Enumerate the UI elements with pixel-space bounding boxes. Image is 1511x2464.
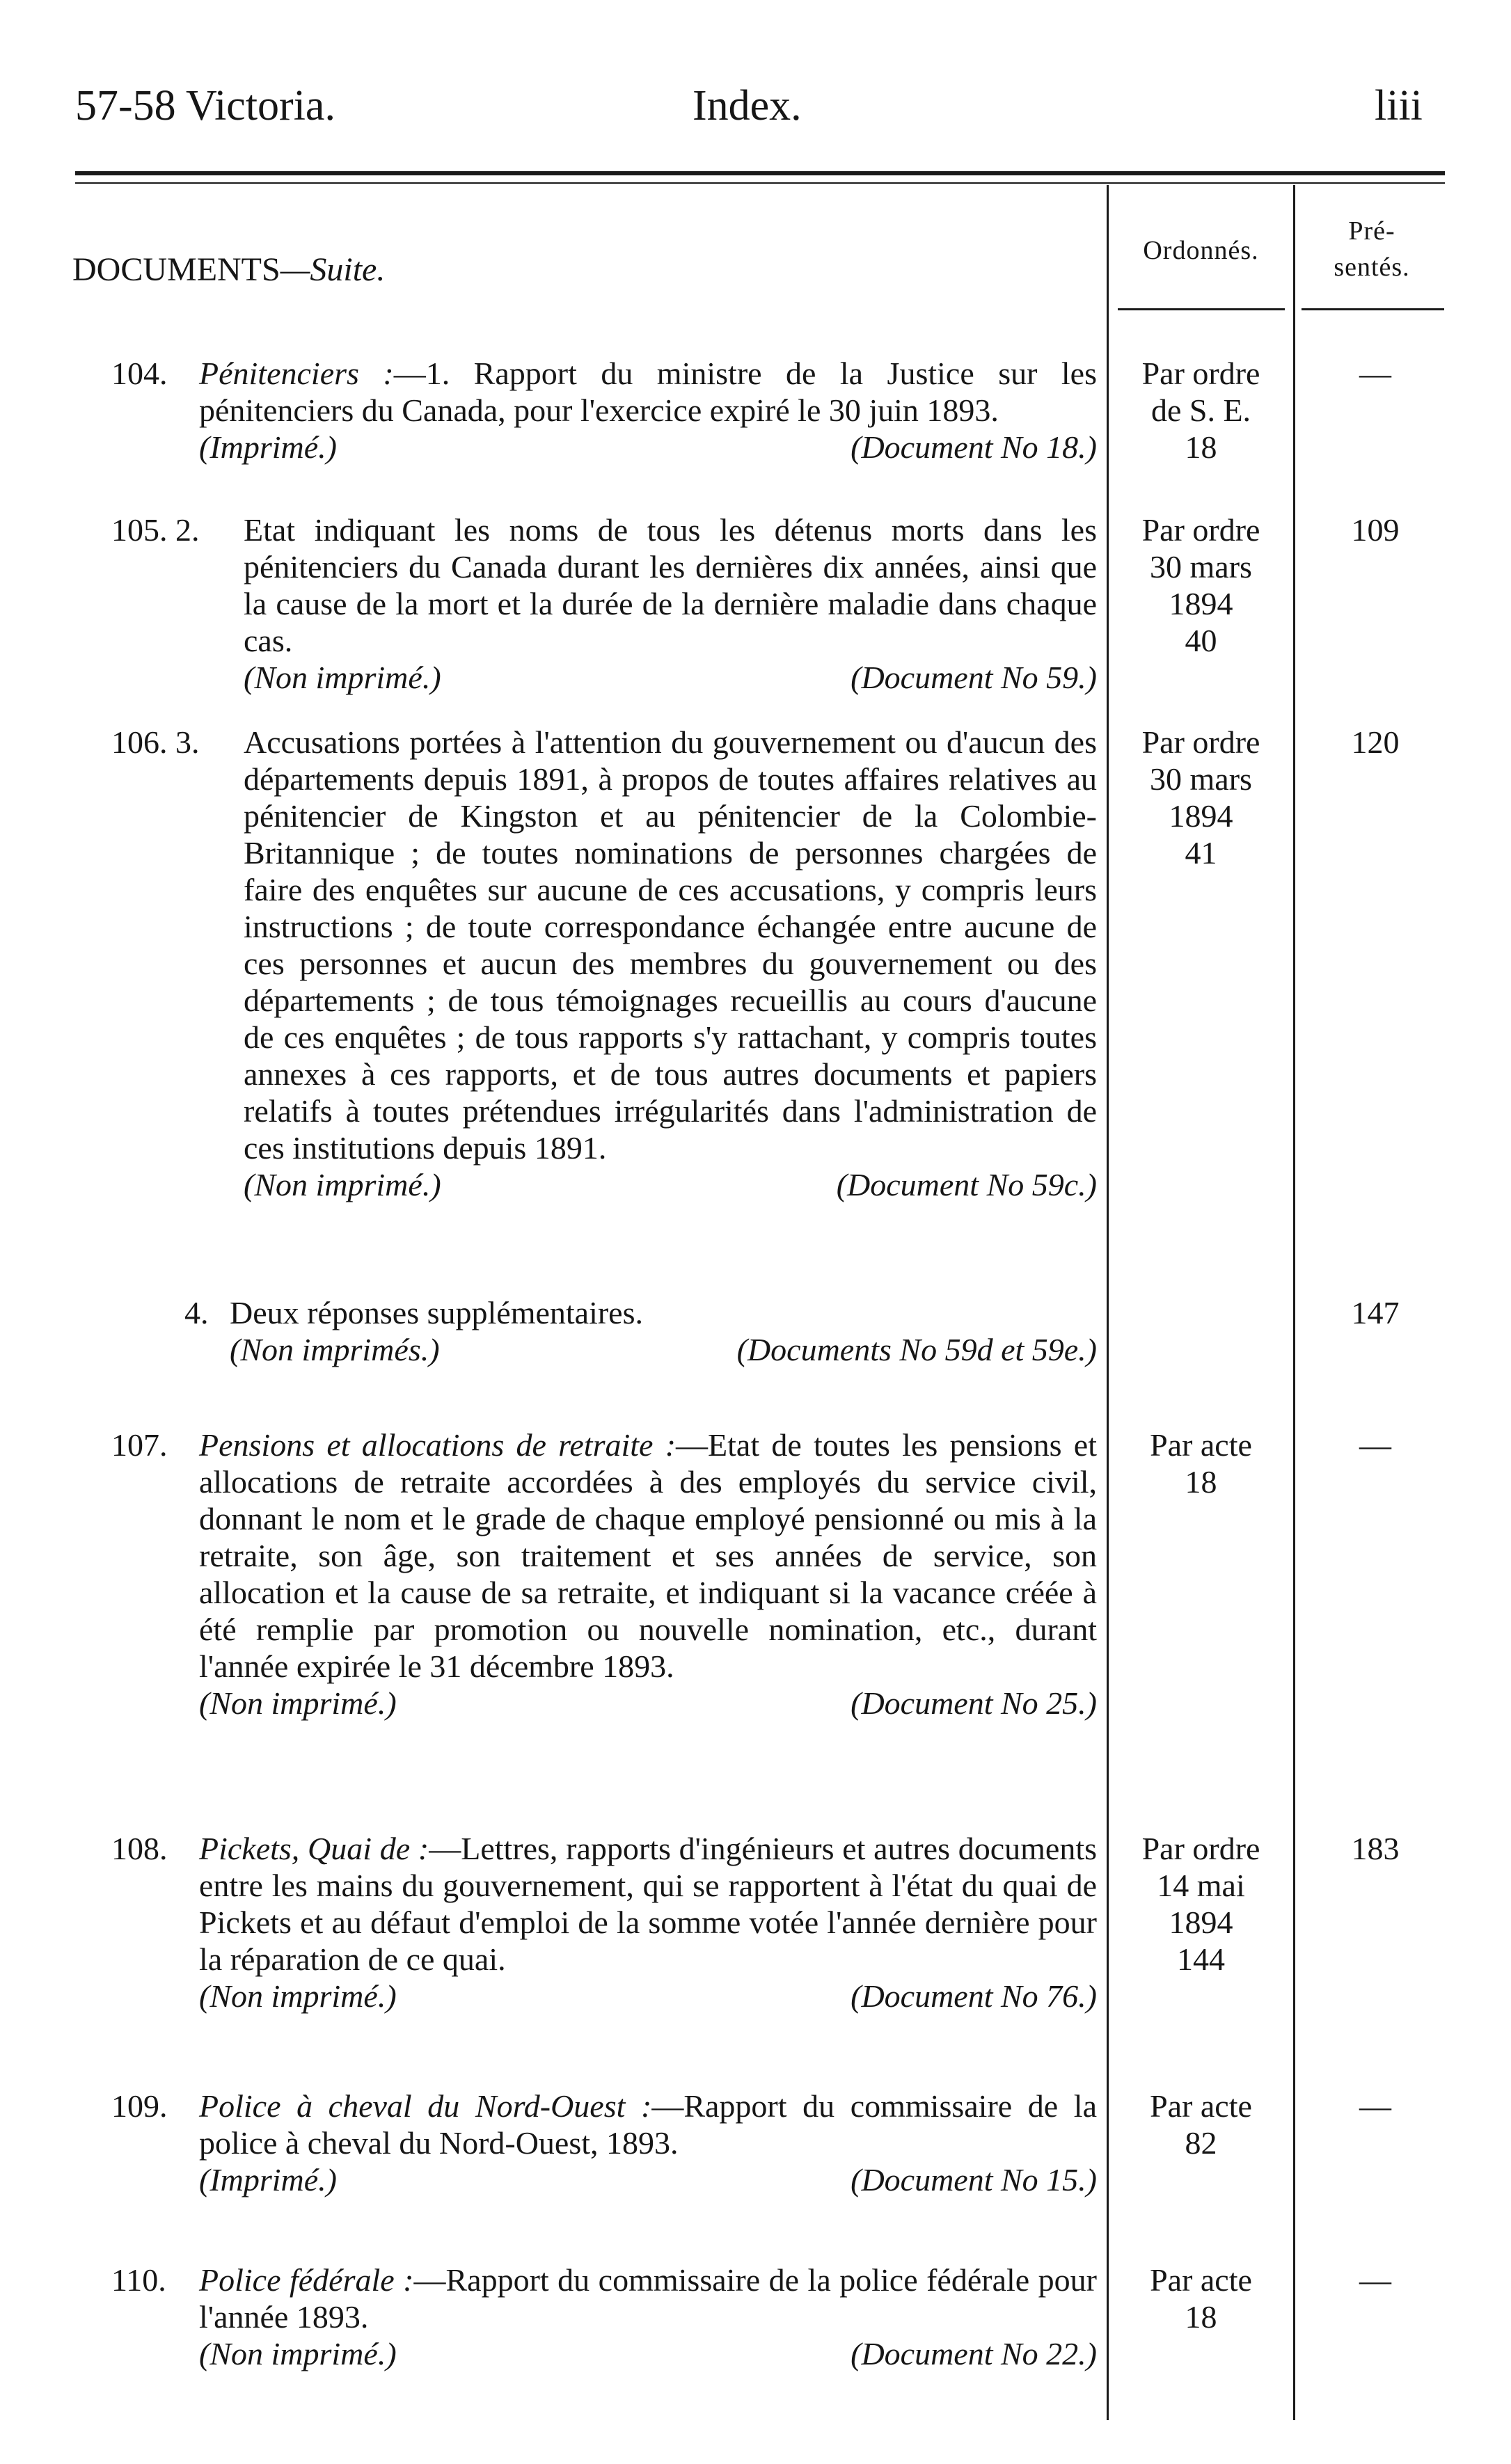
entry-status: (Non imprimé.) <box>199 2336 397 2371</box>
entry-number: 4. <box>184 1295 209 1330</box>
entry-number: 107. <box>111 1427 168 1463</box>
entry-description <box>199 355 1097 466</box>
entry-reference <box>199 1978 1097 2014</box>
ordonnes-line: Par acte <box>1150 2262 1252 2298</box>
entry-description <box>199 2088 1097 2198</box>
running-header-center: Index. <box>693 82 802 129</box>
header-rule-thin <box>75 182 1445 184</box>
entry-text: —1. Rapport du ministre de la Justice sur les pénitenciers du Canada, pour l'exercice expiré le 30 juin 1893. <box>199 356 1097 428</box>
entry-presentes: 147 <box>1351 1295 1400 1330</box>
entry-number: 106. 3. <box>111 724 200 760</box>
entry-description <box>230 1294 1097 1368</box>
ordonnes-line: de S. E. <box>1150 392 1251 428</box>
entry-description <box>199 1830 1097 2014</box>
entry-reference <box>199 1685 1097 1722</box>
entry-ordonnes <box>1109 724 1293 871</box>
ordonnes-line: 18 <box>1185 429 1217 465</box>
entry-heading: Pénitenciers : <box>199 356 394 391</box>
entry-reference <box>199 2161 1097 2198</box>
ordonnes-line: 14 mai <box>1157 1868 1245 1903</box>
entry-document-ref: (Documents No 59d et 59e.) <box>736 1332 1097 1367</box>
ordonnes-line: Par acte <box>1150 2088 1252 2124</box>
entry-presentes: — <box>1359 1427 1391 1463</box>
page-number: liii <box>1375 82 1423 129</box>
ordonnes-line: 40 <box>1185 623 1217 658</box>
entry-number: 109. <box>111 2088 168 2124</box>
entry-document-ref: (Document No 59c.) <box>836 1167 1097 1202</box>
entry-presentes: 109 <box>1351 512 1400 548</box>
ordonnes-line: 18 <box>1185 1464 1217 1500</box>
entry-reference <box>244 1166 1097 1203</box>
ordonnes-line: Par acte <box>1150 1427 1252 1463</box>
ordonnes-line: Par ordre <box>1141 724 1260 760</box>
entry-ordonnes <box>1109 2262 1293 2335</box>
column-header-underline <box>1302 308 1444 310</box>
entry-document-ref: (Document No 15.) <box>851 2162 1097 2197</box>
entry-heading: Police à cheval du Nord-Ouest : <box>199 2088 652 2124</box>
entry-number: 105. 2. <box>111 512 200 548</box>
entry-status: (Imprimé.) <box>199 429 337 465</box>
ordonnes-line: 82 <box>1185 2125 1217 2161</box>
column-header-presentes <box>1295 213 1448 285</box>
entry-presentes: — <box>1359 2262 1391 2298</box>
entry-reference <box>244 659 1097 696</box>
entry-status: (Non imprimé.) <box>244 1167 441 1202</box>
entry-text: Deux réponses supplémentaires. <box>230 1295 644 1330</box>
entry-text: —Rapport du commissaire de la police à cheval du Nord-Ouest, 1893. <box>199 2088 1098 2161</box>
entry-reference <box>199 2335 1097 2372</box>
ordonnes-line: 30 mars <box>1150 761 1252 797</box>
ordonnes-line: 144 <box>1177 1941 1225 1977</box>
entry-status: (Non imprimés.) <box>230 1332 440 1367</box>
ordonnes-line: 41 <box>1185 835 1217 871</box>
ordonnes-line: 1894 <box>1169 798 1233 834</box>
entry-text: Etat indiquant les noms de tous les détenus morts dans les pénitenciers du Canada durant les dernières dix années, ainsi que la cause de la mort et la durée de la dernière maladie dans chaque cas. <box>244 512 1097 658</box>
entry-status: (Non imprimé.) <box>244 660 441 695</box>
entry-reference <box>230 1331 1097 1368</box>
entry-number: 104. <box>111 356 168 391</box>
entry-description <box>244 724 1097 1203</box>
entry-ordonnes <box>1109 1830 1293 1978</box>
entry-text: —Rapport du commissaire de la police fédérale pour l'année 1893. <box>199 2262 1097 2335</box>
entry-document-ref: (Document No 18.) <box>851 429 1097 465</box>
ordonnes-line: Par ordre <box>1141 512 1260 548</box>
entry-ordonnes <box>1109 2088 1293 2161</box>
header-rule-thick <box>75 171 1445 175</box>
entry-description <box>199 2262 1097 2372</box>
running-header-left: 57-58 Victoria. <box>75 82 335 129</box>
column-header-underline <box>1118 308 1285 310</box>
entry-text: Accusations portées à l'attention du gouvernement ou d'aucun des départements depuis 1891, à propos de toutes affaires relatives au pénitencier de Kingston et au pénitencier de la Colombie-Britannique ; de toutes nominations de personnes chargées de faire des enquêtes sur aucune de ces accusations, y compris leurs instructions ; de toute correspondance échangée entre aucune de ces personnes et aucun des membres du gouvernement ou des départements ; de tous témoignages recueillis au cours d'aucune de ces enquêtes ; de tous rapports s'y rattachant, y compris toutes annexes à ces rapports, et de tous autres documents et papiers relatifs à toutes prétendues irrégularités dans l'administration de ces institutions depuis 1891. <box>244 724 1097 1166</box>
entry-presentes: 120 <box>1351 724 1400 760</box>
entry-presentes: 183 <box>1351 1831 1400 1866</box>
entry-presentes: — <box>1359 356 1391 391</box>
ordonnes-line: 1894 <box>1169 1905 1233 1940</box>
entry-text: —Etat de toutes les pensions et allocations de retraite accordées à des employés du service civil, donnant le nom et le grade de chaque employé pensionné ou mis à la retraite, son âge, son traitement et ses années de service, son allocation et la cause de sa retraite, et indiquant si la vacance créée à été remplie par promotion ou nouvelle nomination, etc., durant l'année expirée le 31 décembre 1893. <box>199 1427 1097 1684</box>
entry-status: (Imprimé.) <box>199 2162 337 2197</box>
column-header-presentes-line2: sentés. <box>1334 253 1410 282</box>
ordonnes-line: Par ordre <box>1141 1831 1260 1866</box>
entry-text: —Lettres, rapports d'ingénieurs et autres documents entre les mains du gouvernement, qui se rapportent à l'état du quai de Pickets et au défaut d'emploi de la somme votée l'année dernière pour la réparation de ce quai. <box>199 1831 1097 1977</box>
ordonnes-line: 30 mars <box>1150 549 1252 585</box>
entry-status: (Non imprimé.) <box>199 1978 397 2014</box>
entry-presentes: — <box>1359 2088 1391 2124</box>
entry-ordonnes <box>1109 511 1293 659</box>
entry-status: (Non imprimé.) <box>199 1685 397 1721</box>
column-header-presentes-line1: Pré- <box>1348 216 1395 246</box>
entry-document-ref: (Document No 76.) <box>851 1978 1097 2014</box>
entry-ordonnes <box>1109 1426 1293 1500</box>
entry-document-ref: (Document No 59.) <box>851 660 1097 695</box>
entry-document-ref: (Document No 22.) <box>851 2336 1097 2371</box>
ordonnes-line: 1894 <box>1169 586 1233 621</box>
entry-number: 108. <box>111 1831 168 1866</box>
entry-reference <box>199 429 1097 466</box>
section-title <box>72 251 385 289</box>
ordonnes-line: 18 <box>1185 2299 1217 2335</box>
entry-number: 110. <box>111 2262 166 2298</box>
column-header-ordonnes: Ordonnés. <box>1143 236 1259 265</box>
section-title-text: DOCUMENTS <box>72 251 280 288</box>
entry-document-ref: (Document No 25.) <box>851 1685 1097 1721</box>
entry-heading: Pickets, Quai de : <box>199 1831 429 1866</box>
entry-ordonnes <box>1109 355 1293 466</box>
entry-description <box>199 1426 1097 1722</box>
entry-description <box>244 511 1097 696</box>
entry-heading: Pensions et allocations de retraite : <box>199 1427 677 1463</box>
ordonnes-line: Par ordre <box>1141 356 1260 391</box>
section-title-suffix: —Suite. <box>280 251 386 288</box>
entry-heading: Police fédérale : <box>199 2262 414 2298</box>
